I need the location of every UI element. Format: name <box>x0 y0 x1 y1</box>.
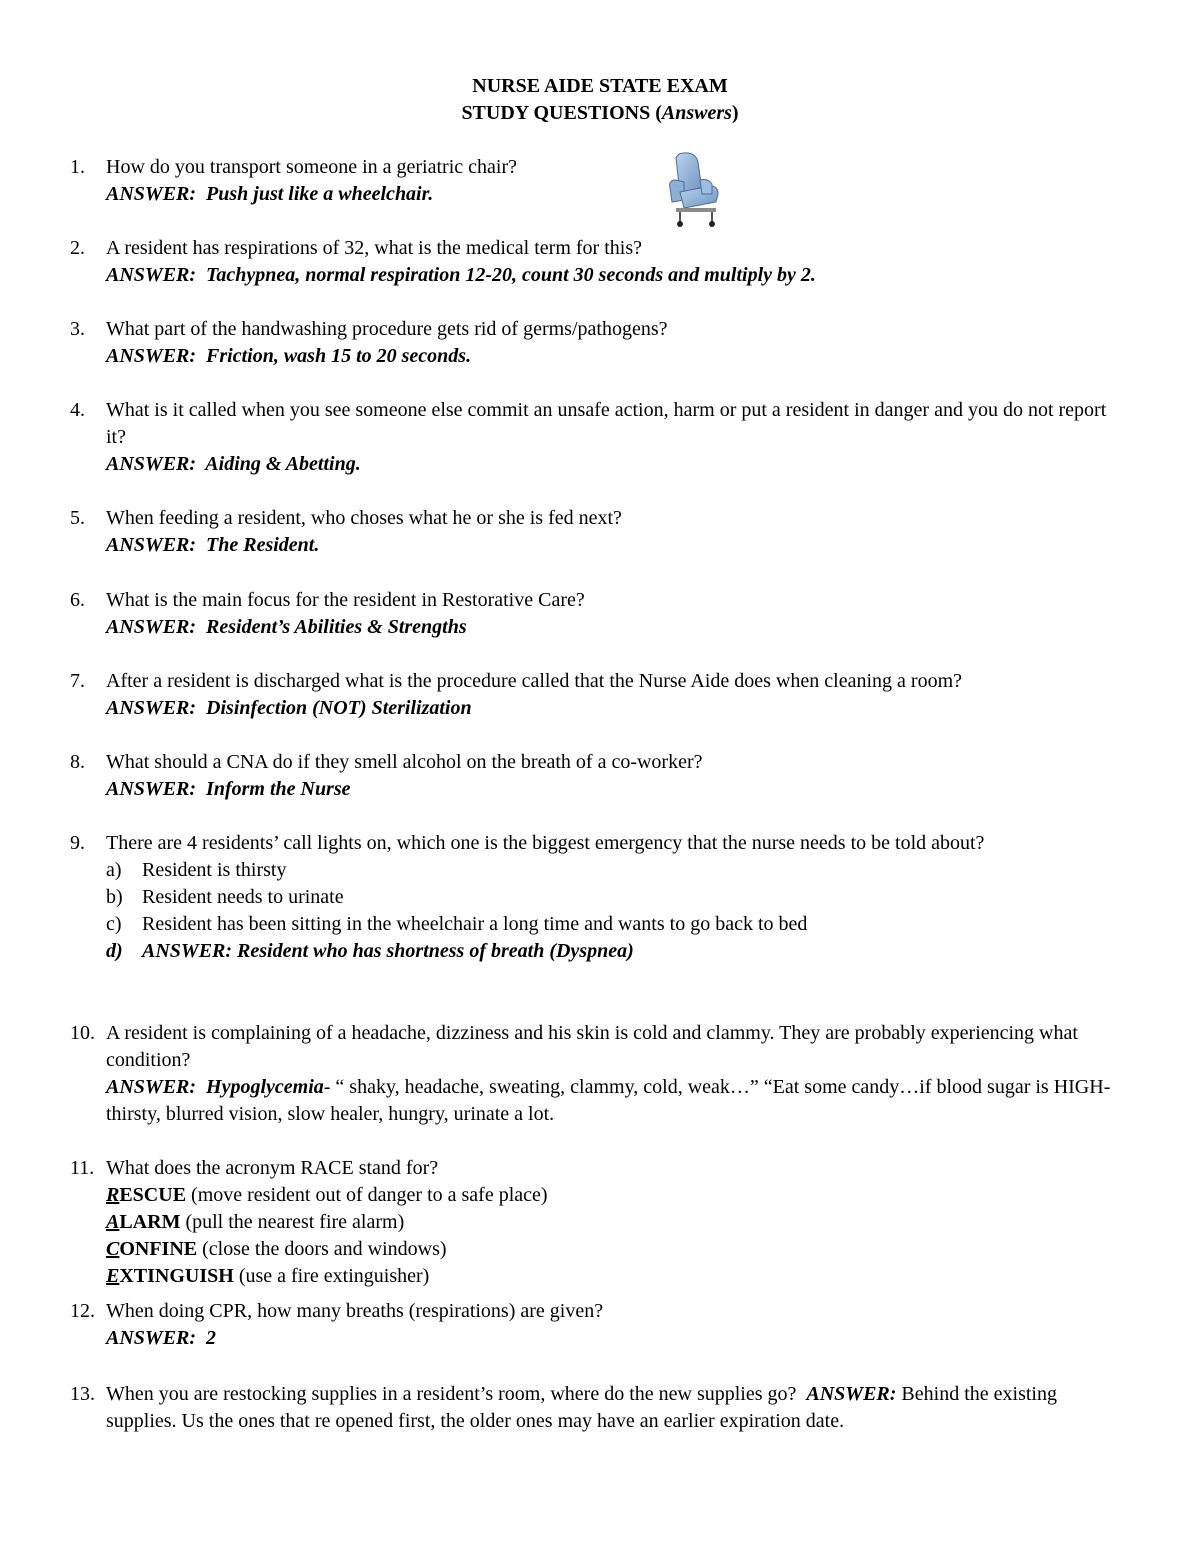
question-text: How do you transport someone in a geriatric chair? <box>106 156 517 178</box>
question-text: What is the main focus for the resident in Restorative Care? <box>106 589 585 611</box>
question-number: 2. <box>70 237 85 259</box>
question-text: What should a CNA do if they smell alcohol on the breath of a co-worker? <box>106 751 703 773</box>
question-2 <box>70 235 1126 289</box>
answer-label: ANSWER: <box>106 1076 197 1098</box>
answer-label: ANSWER: <box>106 534 197 556</box>
race-rescue: RESCUE (move resident out of danger to a safe place) <box>106 1184 548 1206</box>
answer-text: The Resident. <box>206 534 320 556</box>
answer-label: ANSWER: <box>806 1383 897 1405</box>
document-subtitle: STUDY QUESTIONS (Answers) <box>461 102 739 124</box>
question-number: 12. <box>70 1300 95 1322</box>
question-text: What part of the handwashing procedure gets rid of germs/pathogens? <box>106 318 668 340</box>
race-alarm: ALARM (pull the nearest fire alarm) <box>106 1211 405 1233</box>
option-b: b) Resident needs to urinate <box>106 886 344 908</box>
question-4 <box>70 397 1126 478</box>
option-d-answer: d) ANSWER: Resident who has shortness of breath (Dyspnea) <box>106 940 634 962</box>
answer-text: 2 <box>206 1327 217 1349</box>
question-number: 13. <box>70 1383 95 1405</box>
answer-text: Resident’s Abilities & Strengths <box>206 616 467 638</box>
question-number: 8. <box>70 751 85 773</box>
race-confine: CONFINE (close the doors and windows) <box>106 1238 447 1260</box>
answer-label: ANSWER: <box>106 345 197 367</box>
question-text: When doing CPR, how many breaths (respirations) are given? <box>106 1300 604 1322</box>
question-number: 9. <box>70 832 85 854</box>
answer-text: Friction, wash 15 to 20 seconds. <box>206 345 472 367</box>
question-text: After a resident is discharged what is the procedure called that the Nurse Aide does when cleaning a room? <box>106 670 962 692</box>
question-5 <box>70 505 1126 559</box>
question-number: 10. <box>70 1022 95 1044</box>
question-10 <box>70 1020 1126 1128</box>
answer-label: ANSWER: <box>106 453 197 475</box>
answer-label: ANSWER: <box>106 778 197 800</box>
question-13 <box>70 1381 1126 1435</box>
option-a: a) Resident is thirsty <box>106 859 287 881</box>
question-7 <box>70 668 1126 722</box>
race-extinguish: EXTINGUISH (use a fire extinguisher) <box>106 1265 430 1287</box>
question-11 <box>70 1155 1126 1290</box>
document-title: NURSE AIDE STATE EXAM <box>472 75 728 97</box>
answer-label: ANSWER: <box>106 616 197 638</box>
answer-label: ANSWER: <box>106 697 197 719</box>
question-9 <box>70 830 1126 965</box>
question-text: When you are restocking supplies in a resident’s room, where do the new supplies go? <box>106 1383 797 1405</box>
question-3 <box>70 316 1126 370</box>
question-1 <box>70 154 1126 208</box>
question-number: 3. <box>70 318 85 340</box>
answer-label: ANSWER: <box>106 264 197 286</box>
question-text: A resident is complaining of a headache, dizziness and his skin is cold and clammy. They are probably experiencing what condition? <box>106 1022 1078 1071</box>
answer-explanation: - “ shaky, headache, sweating, clammy, cold, weak…” “Eat some candy…if blood sugar is HIGH-thirsty, blurred vision, slow healer, hungry, urinate a lot. <box>106 1076 1111 1125</box>
answer-text: Hypoglycemia <box>206 1076 324 1098</box>
question-12 <box>70 1298 1126 1352</box>
answer-text: Push just like a wheelchair. <box>206 183 434 205</box>
question-text: What does the acronym RACE stand for? <box>106 1157 439 1179</box>
question-text: What is it called when you see someone else commit an unsafe action, harm or put a resident in danger and you do not report it? <box>106 399 1107 448</box>
question-number: 5. <box>70 507 85 529</box>
question-text: A resident has respirations of 32, what is the medical term for this? <box>106 237 642 259</box>
answer-label: ANSWER: <box>106 183 197 205</box>
answer-text: Behind the existing supplies. Us the ones that re opened first, the older ones may have an earlier expiration date. <box>106 1383 1057 1432</box>
question-number: 6. <box>70 589 85 611</box>
question-number: 4. <box>70 399 85 421</box>
question-number: 7. <box>70 670 85 692</box>
question-text: There are 4 residents’ call lights on, which one is the biggest emergency that the nurse needs to be told about? <box>106 832 985 854</box>
answer-text: Inform the Nurse <box>206 778 351 800</box>
answer-text: Aiding & Abetting. <box>205 453 361 475</box>
question-6 <box>70 587 1126 641</box>
answer-text: Disinfection (NOT) Sterilization <box>206 697 472 719</box>
question-number: 1. <box>70 156 85 178</box>
option-c: c) Resident has been sitting in the wheelchair a long time and wants to go back to bed <box>106 913 808 935</box>
answer-text: Tachypnea, normal respiration 12-20, count 30 seconds and multiply by 2. <box>206 264 816 286</box>
question-number: 11. <box>70 1157 95 1179</box>
question-8 <box>70 749 1126 803</box>
question-text: When feeding a resident, who choses what he or she is fed next? <box>106 507 622 529</box>
answer-label: ANSWER: <box>106 1327 197 1349</box>
